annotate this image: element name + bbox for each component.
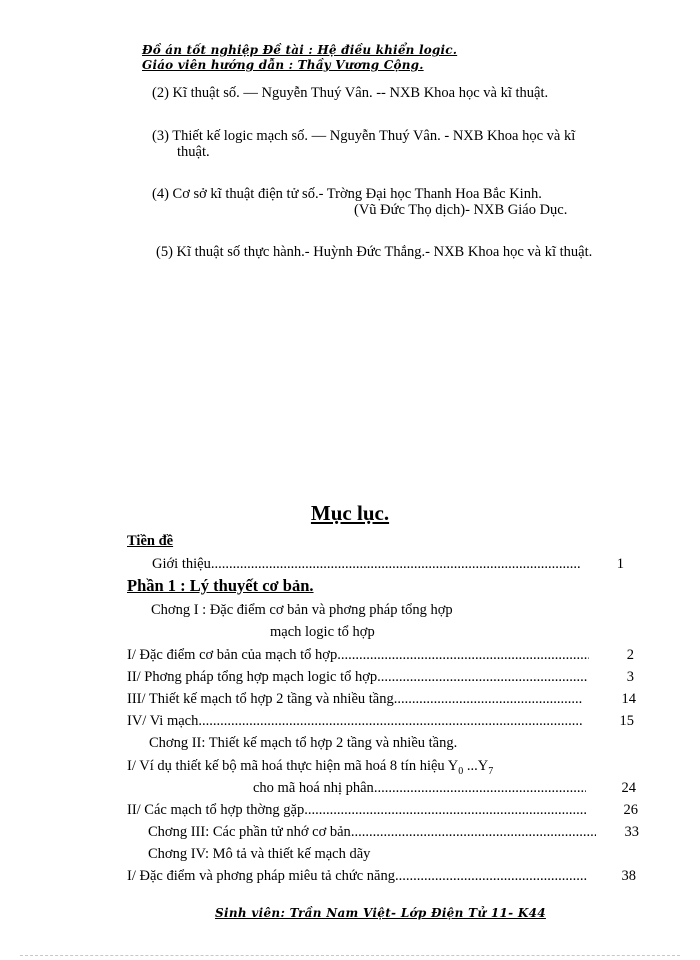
toc-entry-label: cho mã hoá nhị phân <box>253 780 374 796</box>
page-bottom-divider <box>20 955 680 956</box>
toc-chapter-3 <box>148 823 596 841</box>
toc-entry-label: II/ Phơng pháp tổng hợp mạch logic tổ hợp <box>127 669 378 685</box>
toc-entry-s6 <box>127 801 587 819</box>
toc-page-number: 14 <box>621 691 636 707</box>
toc-entry-label: I/ Đặc điểm và phơng pháp miêu tả chức năng <box>127 868 395 884</box>
toc-page-number: 24 <box>621 780 636 796</box>
toc-page-number: 1 <box>616 556 624 572</box>
reference-2: (2) Kĩ thuật số. — Nguyễn Thuý Vân. -- NXB Khoa học và kĩ thuật. <box>152 85 549 101</box>
toc-entry-label: II/ Các mạch tổ hợp thờng gặp <box>127 802 305 818</box>
toc-entry-s5 <box>127 757 493 781</box>
toc-entry-label: I/ Đặc điểm cơ bản của mạch tổ hợp. <box>127 647 341 663</box>
toc-page-number: 15 <box>619 713 634 729</box>
toc-entry-s1 <box>127 646 589 664</box>
subscript-0: 0 <box>458 765 464 777</box>
toc-entry-s4 <box>127 712 583 730</box>
toc-part-1: Phần 1 : Lý thuyết cơ bản. <box>127 576 314 595</box>
reference-5: (5) Kĩ thuật số thực hành.- Huỳnh Đức Thắng.- NXB Khoa học và kĩ thuật. <box>156 244 593 260</box>
toc-entry-label: Giới thiệu <box>152 556 211 572</box>
reference-4-continued: (Vũ Đức Thọ dịch)- NXB Giáo Dục. <box>354 202 568 218</box>
toc-page-number: 26 <box>623 802 638 818</box>
toc-entry-label: IV/ Vi mạch <box>127 713 199 729</box>
toc-chapter-2: Chơng II: Thiết kế mạch tổ hợp 2 tầng và nhiều tầng. <box>149 735 458 751</box>
subscript-7: 7 <box>488 765 494 777</box>
toc-page-number: 38 <box>621 868 636 884</box>
footer-student: Sinh viên: Trần Nam Việt- Lớp Điện Tử 11- K44 <box>215 906 546 920</box>
toc-entry-label-part: ...Y <box>463 758 489 774</box>
reference-3: (3) Thiết kế logic mạch số. — Nguyễn Thuý Vân. - NXB Khoa học và kĩ <box>152 128 576 144</box>
toc-preface: Tiền đề <box>127 533 174 549</box>
toc-entry-label: I/ Ví dụ thiết kế bộ mã hoá thực hiện mã hoá 8 tín hiệu Y <box>127 758 459 774</box>
toc-page-number: 3 <box>626 669 634 685</box>
reference-4: (4) Cơ sở kĩ thuật điện tử số.- Trờng Đại học Thanh Hoa Bắc Kinh. <box>152 186 542 202</box>
toc-page-number: 2 <box>626 647 634 663</box>
toc-title: Mục lục. <box>310 501 390 525</box>
reference-3-continued: thuật. <box>177 144 210 160</box>
toc-entry-label: Chơng III: Các phần tử nhớ cơ bản <box>148 824 351 840</box>
toc-entry-s5-continued <box>253 779 586 797</box>
toc-entry-s3 <box>127 690 583 708</box>
toc-chapter-4: Chơng IV: Mô tả và thiết kế mạch dãy <box>148 846 371 862</box>
header-line-1: Đồ án tốt nghiệp Đề tài : Hệ điều khiển logic. <box>142 43 458 57</box>
toc-entry-s2 <box>127 668 587 686</box>
toc-chapter-1-continued: mạch logic tổ hợp <box>270 624 375 640</box>
toc-chapter-1: Chơng I : Đặc điểm cơ bản và phơng pháp tổng hợp <box>151 602 453 618</box>
toc-entry-label: III/ Thiết kế mạch tổ hợp 2 tầng và nhiều tầng <box>127 691 394 707</box>
header-line-2: Giáo viên hướng dẫn : Thầy Vương Cộng. <box>142 58 424 72</box>
toc-entry-intro <box>152 555 580 573</box>
toc-entry-s7 <box>127 867 587 885</box>
toc-page-number: 33 <box>624 824 639 840</box>
